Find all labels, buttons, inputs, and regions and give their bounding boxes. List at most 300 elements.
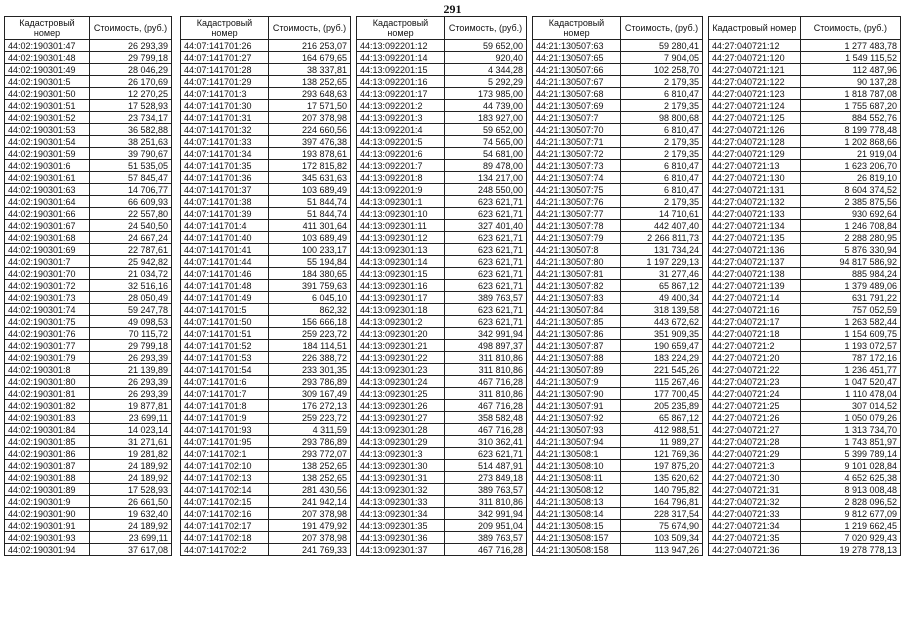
cadastral-number-cell: 44:27:040721:121 xyxy=(709,64,801,76)
table-header-row xyxy=(5,17,172,40)
cost-cell: 631 791,22 xyxy=(800,292,900,304)
cost-cell: 467 716,28 xyxy=(445,400,527,412)
table-row xyxy=(5,280,172,292)
cost-cell: 310 362,41 xyxy=(445,436,527,448)
table-row xyxy=(533,424,703,436)
cost-cell: 411 301,64 xyxy=(269,220,351,232)
cadastral-number-cell: 44:27:040721:27 xyxy=(709,424,801,436)
cadastral-number-cell: 44:21:130507:78 xyxy=(533,220,621,232)
cost-cell: 787 172,16 xyxy=(800,352,900,364)
table-row xyxy=(181,544,351,556)
cost-cell: 22 787,61 xyxy=(90,244,172,256)
cost-cell: 7 020 929,43 xyxy=(800,532,900,544)
cost-cell: 1 236 451,77 xyxy=(800,364,900,376)
cadastral-number-cell: 44:07:141702:14 xyxy=(181,484,269,496)
cost-cell: 131 734,24 xyxy=(621,244,703,256)
table-row xyxy=(533,472,703,484)
cadastral-number-cell: 44:21:130507:94 xyxy=(533,436,621,448)
cadastral-number-cell: 44:02:190301:83 xyxy=(5,412,90,424)
cost-cell: 59 280,41 xyxy=(621,40,703,52)
table-row xyxy=(357,220,527,232)
cadastral-number-cell: 44:27:040721:31 xyxy=(709,484,801,496)
cost-cell: 397 476,38 xyxy=(269,136,351,148)
table-row xyxy=(533,40,703,52)
cadastral-number-cell: 44:02:190301:68 xyxy=(5,232,90,244)
cost-cell: 318 139,58 xyxy=(621,304,703,316)
cost-cell: 23 734,17 xyxy=(90,112,172,124)
table-row xyxy=(533,124,703,136)
cost-cell: 115 267,46 xyxy=(621,376,703,388)
cost-cell: 623 621,71 xyxy=(445,448,527,460)
table-row xyxy=(181,460,351,472)
cost-cell: 885 984,24 xyxy=(800,268,900,280)
cost-cell: 57 845,47 xyxy=(90,172,172,184)
table-row xyxy=(181,64,351,76)
table-row xyxy=(709,340,901,352)
cadastral-number-cell: 44:02:190301:70 xyxy=(5,268,90,280)
cadastral-number-cell: 44:07:141702:2 xyxy=(181,544,269,556)
table-row xyxy=(5,376,172,388)
table-row xyxy=(181,52,351,64)
cadastral-number-cell: 44:07:141701:28 xyxy=(181,64,269,76)
cost-cell: 4 652 625,38 xyxy=(800,472,900,484)
cost-cell: 241 942,14 xyxy=(269,496,351,508)
cadastral-number-cell: 44:07:141701:54 xyxy=(181,364,269,376)
table-row xyxy=(357,364,527,376)
cadastral-number-cell: 44:13:092201:8 xyxy=(357,172,445,184)
table-row xyxy=(357,52,527,64)
table-row xyxy=(5,88,172,100)
cadastral-number-cell: 44:07:141701:51 xyxy=(181,328,269,340)
cadastral-number-cell: 44:13:092301:35 xyxy=(357,520,445,532)
cost-cell: 11 989,27 xyxy=(621,436,703,448)
cadastral-number-cell: 44:27:040721:134 xyxy=(709,220,801,232)
cost-cell: 23 699,11 xyxy=(90,412,172,424)
cadastral-number-cell: 44:21:130507:80 xyxy=(533,256,621,268)
table-row xyxy=(5,232,172,244)
cost-cell: 94 817 586,92 xyxy=(800,256,900,268)
cadastral-number-cell: 44:07:141701:39 xyxy=(181,208,269,220)
cadastral-number-cell: 44:02:190301:66 xyxy=(5,208,90,220)
cost-cell: 51 535,05 xyxy=(90,160,172,172)
cadastral-number-cell: 44:21:130508:1 xyxy=(533,448,621,460)
cadastral-number-cell: 44:21:130507:84 xyxy=(533,304,621,316)
cost-cell: 1 197 229,13 xyxy=(621,256,703,268)
cost-cell: 884 552,76 xyxy=(800,112,900,124)
cost-cell: 17 571,50 xyxy=(269,100,351,112)
cost-cell: 183 224,29 xyxy=(621,352,703,364)
table-row xyxy=(709,136,901,148)
cadastral-number-cell: 44:27:040721:126 xyxy=(709,124,801,136)
cadastral-number-cell: 44:13:092301:26 xyxy=(357,400,445,412)
table-row xyxy=(709,268,901,280)
cadastral-number-cell: 44:27:040721:122 xyxy=(709,76,801,88)
cadastral-number-cell: 44:07:141701:48 xyxy=(181,280,269,292)
table-row xyxy=(181,376,351,388)
table-row xyxy=(181,532,351,544)
cadastral-number-cell: 44:13:092301:36 xyxy=(357,532,445,544)
cost-cell: 135 620,62 xyxy=(621,472,703,484)
cost-cell: 757 052,59 xyxy=(800,304,900,316)
cost-cell: 25 942,82 xyxy=(90,256,172,268)
table-row xyxy=(709,436,901,448)
page-number: 291 xyxy=(443,2,462,16)
table-row xyxy=(709,400,901,412)
cadastral-number-cell: 44:07:141702:18 xyxy=(181,532,269,544)
table-row xyxy=(181,400,351,412)
cost-cell: 65 867,12 xyxy=(621,412,703,424)
cadastral-number-cell: 44:27:040721:24 xyxy=(709,388,801,400)
cadastral-number-cell: 44:02:190301:51 xyxy=(5,100,90,112)
cost-cell: 70 115,72 xyxy=(90,328,172,340)
table-row xyxy=(181,136,351,148)
table-row xyxy=(357,136,527,148)
cadastral-number-cell: 44:02:190301:79 xyxy=(5,352,90,364)
cadastral-number-cell: 44:07:141701:26 xyxy=(181,40,269,52)
cadastral-number-cell: 44:27:040721:138 xyxy=(709,268,801,280)
cadastral-number-cell: 44:27:040721:120 xyxy=(709,52,801,64)
cost-cell: 14 706,77 xyxy=(90,184,172,196)
table-row xyxy=(533,52,703,64)
table-row xyxy=(709,100,901,112)
cadastral-number-cell: 44:27:040721:34 xyxy=(709,520,801,532)
cadastral-number-cell: 44:02:190301:53 xyxy=(5,124,90,136)
cost-cell: 173 985,00 xyxy=(445,88,527,100)
table-row xyxy=(709,388,901,400)
cost-cell: 327 401,40 xyxy=(445,220,527,232)
cadastral-number-cell: 44:27:040721:18 xyxy=(709,328,801,340)
table-row xyxy=(709,376,901,388)
cadastral-number-cell: 44:27:040721:139 xyxy=(709,280,801,292)
cadastral-number-cell: 44:21:130507:91 xyxy=(533,400,621,412)
cadastral-number-cell: 44:27:040721:30 xyxy=(709,472,801,484)
table-row xyxy=(181,352,351,364)
table-row xyxy=(181,496,351,508)
cost-cell: 24 189,92 xyxy=(90,520,172,532)
cadastral-number-cell: 44:21:130507:90 xyxy=(533,388,621,400)
table-row xyxy=(5,100,172,112)
table-row xyxy=(181,364,351,376)
cost-cell: 190 659,47 xyxy=(621,340,703,352)
table-row xyxy=(709,76,901,88)
table-row xyxy=(533,148,703,160)
cadastral-number-cell: 44:07:141701:29 xyxy=(181,76,269,88)
table-row xyxy=(357,280,527,292)
cadastral-number-cell: 44:27:040721:3 xyxy=(709,460,801,472)
cost-table-4 xyxy=(532,16,703,556)
cadastral-number-cell: 44:27:040721:23 xyxy=(709,376,801,388)
cadastral-number-cell: 44:13:092301:10 xyxy=(357,208,445,220)
cadastral-number-cell: 44:02:190301:7 xyxy=(5,256,90,268)
cost-cell: 103 689,49 xyxy=(269,232,351,244)
cadastral-number-cell: 44:13:092301:34 xyxy=(357,508,445,520)
cadastral-number-cell: 44:02:190301:91 xyxy=(5,520,90,532)
cost-cell: 24 667,24 xyxy=(90,232,172,244)
cadastral-number-cell: 44:07:141701:95 xyxy=(181,436,269,448)
cadastral-number-cell: 44:21:130507:7 xyxy=(533,112,621,124)
cadastral-number-cell: 44:27:040721:136 xyxy=(709,244,801,256)
table-row xyxy=(709,520,901,532)
table-row xyxy=(181,160,351,172)
table-row xyxy=(357,484,527,496)
cost-cell: 21 034,72 xyxy=(90,268,172,280)
cost-cell: 24 189,92 xyxy=(90,460,172,472)
cadastral-number-cell: 44:13:092301:16 xyxy=(357,280,445,292)
cost-cell: 1 193 072,57 xyxy=(800,340,900,352)
cadastral-number-cell: 44:21:130507:93 xyxy=(533,424,621,436)
cadastral-number-cell: 44:07:141701:5 xyxy=(181,304,269,316)
cost-table-2 xyxy=(180,16,351,556)
table-row xyxy=(181,148,351,160)
cadastral-number-cell: 44:07:141701:7 xyxy=(181,388,269,400)
table-row xyxy=(357,532,527,544)
cost-cell: 28 050,49 xyxy=(90,292,172,304)
cost-cell: 391 759,63 xyxy=(269,280,351,292)
table-row xyxy=(181,88,351,100)
table-row xyxy=(533,184,703,196)
table-row xyxy=(709,544,901,556)
cost-cell: 1 154 609,75 xyxy=(800,328,900,340)
cost-cell: 623 621,71 xyxy=(445,280,527,292)
table-columns xyxy=(4,16,901,636)
cadastral-number-cell: 44:21:130507:73 xyxy=(533,160,621,172)
table-row xyxy=(709,460,901,472)
cost-cell: 4 344,28 xyxy=(445,64,527,76)
cost-cell: 6 810,47 xyxy=(621,172,703,184)
table-row xyxy=(357,448,527,460)
cost-cell: 2 288 280,95 xyxy=(800,232,900,244)
cost-cell: 164 679,65 xyxy=(269,52,351,64)
cadastral-number-cell: 44:02:190301:80 xyxy=(5,376,90,388)
cadastral-number-cell: 44:02:190301:6 xyxy=(5,160,90,172)
cost-cell: 26 293,39 xyxy=(90,376,172,388)
cost-cell: 36 582,88 xyxy=(90,124,172,136)
cost-cell: 113 947,26 xyxy=(621,544,703,556)
cost-cell: 281 430,56 xyxy=(269,484,351,496)
table-row xyxy=(181,100,351,112)
cadastral-number-cell: 44:07:141701:32 xyxy=(181,124,269,136)
cadastral-number-cell: 44:27:040721:26 xyxy=(709,412,801,424)
cost-cell: 184 380,65 xyxy=(269,268,351,280)
cost-cell: 498 897,37 xyxy=(445,340,527,352)
cost-cell: 14 023,14 xyxy=(90,424,172,436)
table-row xyxy=(533,232,703,244)
cost-cell: 307 014,52 xyxy=(800,400,900,412)
cost-cell: 342 991,94 xyxy=(445,508,527,520)
cadastral-number-cell: 44:13:092201:16 xyxy=(357,76,445,88)
cost-cell: 293 648,63 xyxy=(269,88,351,100)
cost-cell: 172 815,82 xyxy=(269,160,351,172)
cost-cell: 134 217,00 xyxy=(445,172,527,184)
table-row xyxy=(357,196,527,208)
cost-cell: 2 179,35 xyxy=(621,76,703,88)
header-cost: Стоимость, (руб.) xyxy=(621,17,703,40)
table-row xyxy=(533,316,703,328)
cost-cell: 51 844,74 xyxy=(269,196,351,208)
cadastral-number-cell: 44:27:040721:131 xyxy=(709,184,801,196)
cadastral-number-cell: 44:13:092201:2 xyxy=(357,100,445,112)
table-row xyxy=(181,124,351,136)
cost-cell: 156 666,18 xyxy=(269,316,351,328)
table-row xyxy=(709,328,901,340)
table-row xyxy=(5,340,172,352)
cadastral-number-cell: 44:07:141702:1 xyxy=(181,448,269,460)
cadastral-number-cell: 44:07:141701:50 xyxy=(181,316,269,328)
cadastral-number-cell: 44:02:190301:82 xyxy=(5,400,90,412)
cadastral-number-cell: 44:07:141701:41 xyxy=(181,244,269,256)
table-row xyxy=(357,436,527,448)
table-row xyxy=(709,508,901,520)
table-row xyxy=(357,352,527,364)
cadastral-number-cell: 44:21:130507:87 xyxy=(533,340,621,352)
table-row xyxy=(181,484,351,496)
table-row xyxy=(5,208,172,220)
cost-cell: 6 045,10 xyxy=(269,292,351,304)
table-row xyxy=(533,448,703,460)
table-row xyxy=(709,316,901,328)
cadastral-number-cell: 44:27:040721:130 xyxy=(709,172,801,184)
table-row xyxy=(357,268,527,280)
table-row xyxy=(5,400,172,412)
cadastral-number-cell: 44:02:190301:48 xyxy=(5,52,90,64)
cadastral-number-cell: 44:02:190301:49 xyxy=(5,64,90,76)
cadastral-number-cell: 44:21:130507:68 xyxy=(533,88,621,100)
table-row xyxy=(5,460,172,472)
table-row xyxy=(709,280,901,292)
cost-cell: 207 378,98 xyxy=(269,532,351,544)
cadastral-number-cell: 44:02:190301:74 xyxy=(5,304,90,316)
cadastral-number-cell: 44:02:190301:54 xyxy=(5,136,90,148)
table-row xyxy=(533,436,703,448)
cadastral-number-cell: 44:02:190301:77 xyxy=(5,340,90,352)
cost-cell: 259 223,72 xyxy=(269,412,351,424)
cost-cell: 21 919,04 xyxy=(800,148,900,160)
table-row xyxy=(181,220,351,232)
table-row xyxy=(5,292,172,304)
cost-cell: 90 137,28 xyxy=(800,76,900,88)
table-row xyxy=(533,76,703,88)
cadastral-number-cell: 44:07:141702:15 xyxy=(181,496,269,508)
cost-cell: 9 812 677,09 xyxy=(800,508,900,520)
cadastral-number-cell: 44:07:141702:16 xyxy=(181,508,269,520)
cadastral-number-cell: 44:13:092301:37 xyxy=(357,544,445,556)
cadastral-number-cell: 44:02:190301:93 xyxy=(5,532,90,544)
cost-cell: 5 399 789,14 xyxy=(800,448,900,460)
table-row xyxy=(5,532,172,544)
table-row xyxy=(357,160,527,172)
cadastral-number-cell: 44:13:092201:9 xyxy=(357,184,445,196)
cost-cell: 26 170,69 xyxy=(90,76,172,88)
cadastral-number-cell: 44:27:040721:32 xyxy=(709,496,801,508)
table-row xyxy=(709,196,901,208)
cadastral-number-cell: 44:07:141701:38 xyxy=(181,196,269,208)
table-row xyxy=(533,280,703,292)
cost-cell: 138 252,65 xyxy=(269,472,351,484)
table-row xyxy=(533,376,703,388)
table-row xyxy=(357,88,527,100)
cost-cell: 121 769,36 xyxy=(621,448,703,460)
cost-cell: 32 516,16 xyxy=(90,280,172,292)
table-row xyxy=(533,520,703,532)
table-row xyxy=(709,484,901,496)
cost-cell: 7 904,05 xyxy=(621,52,703,64)
cost-cell: 2 179,35 xyxy=(621,148,703,160)
cadastral-number-cell: 44:07:141701:31 xyxy=(181,112,269,124)
cadastral-number-cell: 44:02:190301:67 xyxy=(5,220,90,232)
table-row xyxy=(357,412,527,424)
table-row xyxy=(5,52,172,64)
table-row xyxy=(181,184,351,196)
cost-cell: 209 951,04 xyxy=(445,520,527,532)
cost-cell: 164 796,81 xyxy=(621,496,703,508)
cost-cell: 342 991,94 xyxy=(445,328,527,340)
cost-table-3 xyxy=(356,16,527,556)
cost-cell: 311 810,86 xyxy=(445,388,527,400)
cost-cell: 8 913 008,48 xyxy=(800,484,900,496)
cost-cell: 98 800,68 xyxy=(621,112,703,124)
table-row xyxy=(181,424,351,436)
cost-cell: 467 716,28 xyxy=(445,544,527,556)
table-row xyxy=(533,304,703,316)
cadastral-number-cell: 44:27:040721:133 xyxy=(709,208,801,220)
cost-cell: 862,32 xyxy=(269,304,351,316)
cadastral-number-cell: 44:13:092201:5 xyxy=(357,136,445,148)
header-cadastral-number: Кадастровый номер xyxy=(533,17,621,40)
cost-cell: 65 867,12 xyxy=(621,280,703,292)
cost-cell: 226 388,72 xyxy=(269,352,351,364)
cadastral-number-cell: 44:27:040721:2 xyxy=(709,340,801,352)
cadastral-number-cell: 44:27:040721:17 xyxy=(709,316,801,328)
table-row xyxy=(181,448,351,460)
table-row xyxy=(709,352,901,364)
cadastral-number-cell: 44:13:092301:1 xyxy=(357,196,445,208)
cost-cell: 28 046,29 xyxy=(90,64,172,76)
cadastral-number-cell: 44:13:092301:21 xyxy=(357,340,445,352)
cadastral-number-cell: 44:13:092301:28 xyxy=(357,424,445,436)
cadastral-number-cell: 44:21:130507:67 xyxy=(533,76,621,88)
cost-cell: 26 293,39 xyxy=(90,40,172,52)
table-row xyxy=(5,184,172,196)
cadastral-number-cell: 44:27:040721:16 xyxy=(709,304,801,316)
cost-cell: 39 790,67 xyxy=(90,148,172,160)
cadastral-number-cell: 44:13:092201:14 xyxy=(357,52,445,64)
cost-cell: 351 909,35 xyxy=(621,328,703,340)
cadastral-number-cell: 44:21:130508:10 xyxy=(533,460,621,472)
table-row xyxy=(357,304,527,316)
cost-cell: 311 810,86 xyxy=(445,364,527,376)
table-row xyxy=(5,148,172,160)
table-row xyxy=(357,112,527,124)
cadastral-number-cell: 44:21:130507:85 xyxy=(533,316,621,328)
cost-cell: 248 550,00 xyxy=(445,184,527,196)
cost-cell: 293 786,89 xyxy=(269,436,351,448)
table-row xyxy=(533,340,703,352)
cost-table-5 xyxy=(708,16,901,556)
cost-cell: 59 247,78 xyxy=(90,304,172,316)
cadastral-number-cell: 44:13:092301:20 xyxy=(357,328,445,340)
cadastral-number-cell: 44:07:141702:10 xyxy=(181,460,269,472)
table-row xyxy=(5,196,172,208)
cadastral-number-cell: 44:27:040721:29 xyxy=(709,448,801,460)
cost-cell: 241 769,33 xyxy=(269,544,351,556)
table-row xyxy=(181,508,351,520)
cadastral-number-cell: 44:02:190301:81 xyxy=(5,388,90,400)
cost-cell: 8 604 374,52 xyxy=(800,184,900,196)
cadastral-number-cell: 44:02:190301:69 xyxy=(5,244,90,256)
cadastral-number-cell: 44:13:092301:32 xyxy=(357,484,445,496)
cost-cell: 59 652,00 xyxy=(445,124,527,136)
cost-cell: 197 875,20 xyxy=(621,460,703,472)
